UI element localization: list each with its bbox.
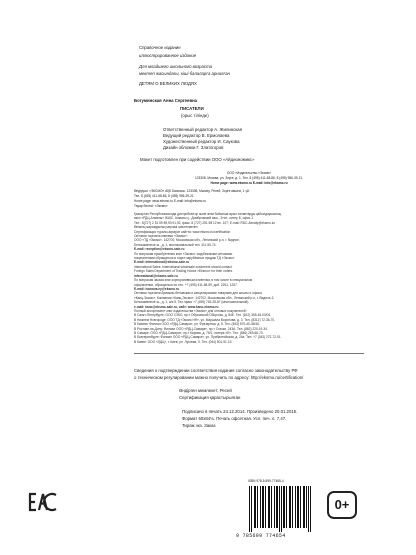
barcode-icon — [248, 486, 312, 532]
distribution-line: Сертификация туралы ақпарат сайтта: www.eksmo.ru/certification — [134, 229, 231, 234]
distribution-line: өкілі «РДЦ-Алматы» ЖШС, Алматы қ., Домбровский көш., 3«а», литер Б, офис 1. — [134, 216, 254, 221]
age-rating-badge: 0+ — [327, 491, 357, 519]
distribution-line: покупателями обращаться в отдел зарубежных продаж ТД «Эксмо» — [134, 256, 235, 261]
distribution-line: В Самаре: ООО «РДЦ-Самара», пр-т Кирова, д. 75/1, литера «Е». Тел. (846) 269-66-70. — [134, 330, 264, 335]
publisher-line: Тауар белгісі: «Эксмо» — [134, 204, 168, 208]
distribution-line: Полный ассортимент книг издательства «Эксмо» для оптовых покупателей: — [134, 308, 247, 313]
credit-line: Дизайн обложки Г. Златогоров — [163, 145, 224, 150]
made-in-line: Сертификация қарастырылған — [179, 395, 241, 400]
distribution-line: В Санкт-Петербурге: ООО СЗКО, пр-т Обуховской Обороны, д. 84Е. Тел. (812) 365-46-03/04. — [134, 313, 272, 318]
publisher-line: Home page: www.eksmo.ru E-mail: info@eksmo.ru — [134, 199, 207, 203]
distribution-line: E-mail: reception@eksmo-sale.ru — [134, 247, 185, 252]
credit-line: Художественный редактор И. Саукова — [163, 139, 240, 144]
distribution-line: ООО «ТД «Эксмо». 142700, Московская обл., Ленинский р-н, г. Видное, — [134, 238, 240, 243]
distribution-line: В Екатеринбурге: Филиал ООО «РДЦ-Самара», ул. Прибалтийская, д. 24а. Тел. +7 (343) 272-72-01. — [134, 335, 282, 340]
barcode-number: 9 785699 774654 — [236, 533, 286, 539]
publisher-line: 123308, Москва, ул. Зорге, д. 1. Тел. 8 (495) 411-68-86, 8 (495) 956-39-21. — [194, 176, 304, 180]
distribution-line: Оптовая торговля книгами «Эксмо»: — [134, 234, 188, 239]
distribution-line: В Казани: Филиал ООО «РДЦ-Самара», ул. Фрезерная, д. 5. Тел. (843) 570-40-45/46. — [134, 322, 260, 327]
certification-line: Сведения о подтверждении соответствия издания согласно законодательству РФ — [134, 368, 298, 373]
book-title: ПИСАТЕЛИ — [180, 106, 204, 111]
distribution-line: E-mail: ivanova.ey@eksmo.ru — [134, 286, 180, 291]
distribution-line: Белокаменное ш., д. 1, а/я 5. Тел./факс +7 (495) 745-28-87 (многоканальный). — [134, 300, 250, 305]
age-note-ru: Для младшего школьного возраста — [139, 64, 213, 69]
book-subtitle: (орыс тілінде) — [181, 113, 209, 118]
distribution-line: В Нижнем Новгороде: ООО ТД «Эксмо НН», ул. Маршала Воронова, д. 3. Тел. (8312) 72-36-70. — [134, 317, 276, 322]
made-in-line: Өндірген мемлекет: Ресей — [179, 388, 232, 393]
distribution-line: По вопросам заказа книг корпоративным клиентам, в том числе в специальном — [134, 278, 253, 283]
edition-type-2: иллюстрированное издание — [139, 53, 197, 58]
series-name: ДЕТЯМ О ВЕЛИКИХ ЛЮДЯХ — [139, 81, 197, 86]
publisher-line: Home page: www.eksmo.ru E-mail: info@eksmo.ru — [210, 181, 288, 185]
publisher-line: Тел. 8 (495) 411-68-86, 8 (495) 956-39-21 — [134, 194, 194, 198]
distribution-line: Қазақстан Республикасында дистрибьютор және өнім бойынша арыз-талаптарды қабылдаушының — [134, 212, 282, 216]
credit-line: Ведущий редактор В. Ермолаева — [163, 133, 230, 138]
print-info-line: Тираж экз. Заказ — [182, 423, 216, 428]
distribution-line: International Sales: International wholesale customers should contact — [134, 264, 232, 269]
edition-type: Справочное издание — [139, 45, 181, 50]
distribution-line: international@eksmo-sale.ru — [134, 273, 178, 278]
distribution-line: В Киеве: ООО «ЛДЦ», г. Киев, ул. Луговая, 9. Тел. (044) 501-91-19. — [134, 339, 233, 344]
distribution-line: «Канц-Эксмо»: Компания «Канц-Эксмо»: 142702, Московская обл., Ленинский р-н, г. Видное-2, — [134, 295, 275, 300]
distribution-line: E-mail: international@eksmo-sale.ru — [134, 260, 190, 265]
distribution-line: Тел.: 8(727) 2 51 59 89,90,91,92, факс: 8 (727) 251 58 12 вн. 107; E-mail: RDC-Almaty@eksmo.kz — [134, 220, 275, 225]
layout-note: Макет подготовлен при содействии ООО «Айдиономикс» — [140, 157, 255, 162]
distribution-line: оформлении, обращаться по тел. +7 (495) 411-68-59, доб. 2261, 1257. — [134, 282, 238, 287]
author-name: Богуминская Анна Сергеевна — [134, 98, 198, 103]
distribution-line: По вопросам приобретения книг «Эксмо» зарубежными оптовыми — [134, 251, 233, 256]
credit-line: Ответственный редактор А. Жилинская — [163, 127, 243, 132]
print-info-line: Формат 60х84⅛. Печать офсетная. Усл. печ. л. 7,47. — [182, 416, 287, 421]
isbn: ISBN 978-5-699-77465-4 — [248, 479, 284, 483]
distribution-line: e-mail: kanc@eksmo-sale.ru, сайт: www.kanc-eksmo.ru — [134, 304, 219, 309]
distribution-line: Белокаменное ш., д. 1, многоканальный тел. 411-50-74. — [134, 242, 217, 247]
distribution-line: В Ростове-на-Дону: Филиал ООО «РДЦ-Самара», пр-т Стачки, 243А. Тел. (863) 220-19-34. — [134, 326, 268, 331]
publisher-line: Өндіруші: «ЭКСМО» АҚБ Баспасы, 123308, Мәскеу, Ресей, Зорге көшесі, 1 үй. — [134, 189, 250, 193]
print-info-line: Подписано в печать 24.12.2014. Произведено 20.01.2015. — [182, 409, 298, 414]
divider — [134, 353, 364, 354]
age-note-kk: мектеп жасындағы, кіші балаларға арналған — [139, 71, 230, 76]
eac-mark-icon — [28, 491, 58, 513]
certification-line: о техническом регулировании можно получить по адресу: http://eksmo.ru/certification/ — [134, 375, 304, 380]
distribution-line: Оптовая торговля бумажно-беловыми и канцелярскими товарами для школы и офиса — [134, 291, 262, 296]
distribution-line: Өнімнің жарамдылық мерзімі шектелмеген. — [134, 225, 199, 230]
distribution-info — [134, 212, 364, 344]
distribution-line: Foreign Sales Department of Trading House «Eksmo» for their orders. — [134, 269, 234, 274]
publisher-line: ООО «Издательство «Эксмо» — [226, 171, 272, 175]
